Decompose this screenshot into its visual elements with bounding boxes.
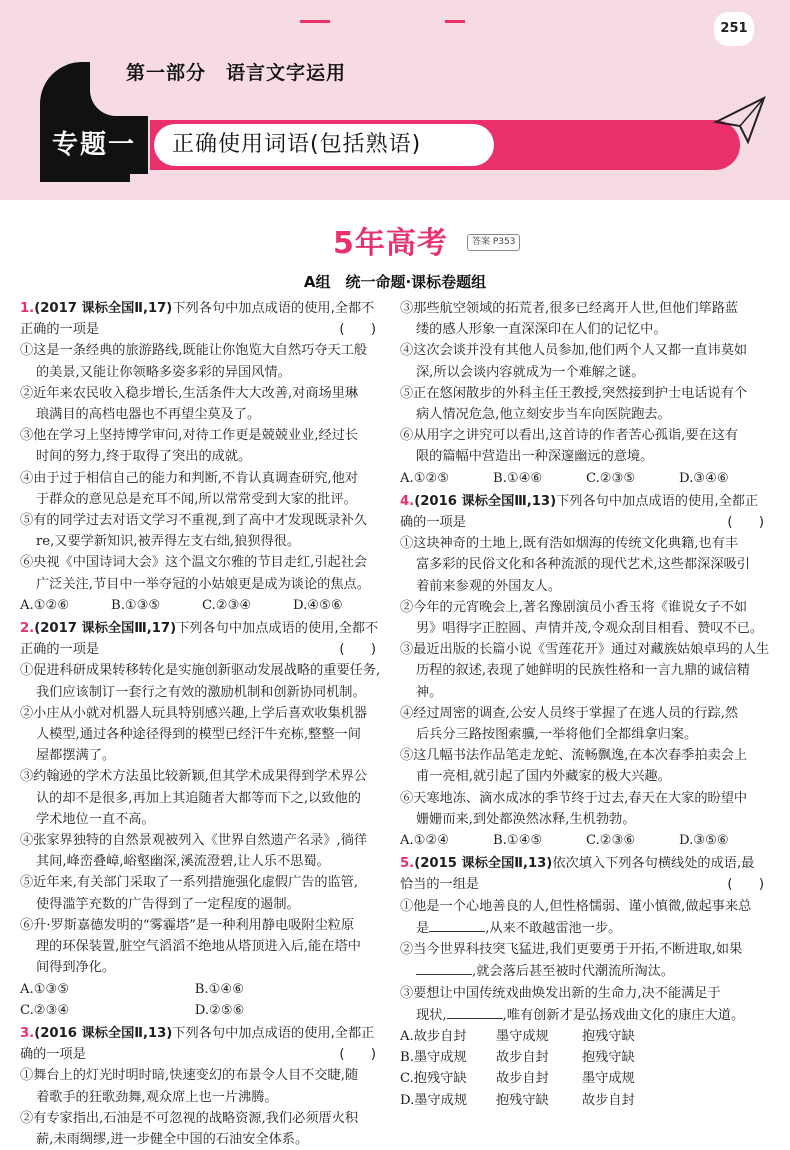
question-stem-line2 [400,874,772,895]
option-row [400,1090,772,1111]
answer-choice: D.④⑤⑥ [293,597,343,613]
option-line: ⑤有的同学过去对语文学习不重视,到了高中才发现既录补久 [20,513,368,529]
option-line: 我们应该制订一套行之有效的激励机制和创新协同机制。 [36,684,366,700]
answer-choice: A.①②④ [400,833,450,849]
option-line: ⑤近年来,有关部门采取了一系列措施强化虚假广告的监管, [20,875,359,891]
fill-blank [447,1004,503,1019]
option-cell: C.抱残守缺 [400,1071,467,1087]
option-line: ④经过周密的调查,公安人员终于掌握了在逃人员的行踪,然 [400,705,739,721]
page-number: 251 [714,12,754,46]
blank-item-line: ①他是一个心地善良的人,但性格懦弱、谨小慎微,做起事来总 [400,898,752,914]
question-number: 3. [20,1025,35,1041]
answer-choice: B.①④⑥ [493,470,543,486]
option-line: ⑥从用字之讲究可以看出,这首诗的作者苦心孤诣,要在这有 [400,428,739,444]
option-line: ②有专家指出,石油是不可忽视的战略资源,我们必须厝火积 [20,1110,359,1126]
option-line: 甫一亮相,就引起了国内外藏家的极大兴趣。 [416,769,671,785]
question-source: (2016 课标全国Ⅱ,13) [34,1025,173,1041]
topic-title: 正确使用词语(包括熟语) [154,124,494,166]
option-cell: 故步自封 [496,1050,549,1066]
question-stem-line2 [20,639,384,660]
option-line: ④张家界独特的自然景观被列入《世界自然遗产名录》,徜徉 [20,833,368,849]
answer-paren: ( ) [339,642,376,658]
option-line: 琅满目的高档电器也不再望尘莫及了。 [36,407,261,423]
option-line: 富多彩的民俗文化和各种流派的现代艺术,这些都深深吸引 [416,557,750,573]
option-line: 间得到净化。 [36,960,116,976]
question-stem-text-2: 恰当的一组是 [400,877,480,893]
question-stem-text: 下列各句中加点成语的使用,全都正 [172,1025,375,1041]
banner-line-right [445,20,465,23]
option-line: ④这次会谈并没有其他人员参加,他们两个人又都一直讳莫如 [400,343,748,359]
option-line: 使得滥竽充数的广告得到了一定程度的遏制。 [36,896,300,912]
answer-paren: ( ) [727,877,764,893]
option-line: 姗姗而来,到处都涣然冰释,生机勃勃。 [416,811,636,827]
option-line: 着前来参观的外国友人。 [416,578,562,594]
option-line: ④由于过于相信自己的能力和判断,不肯认真调查研究,他对 [20,470,359,486]
option-cell: 抱残守缺 [496,1092,549,1108]
question-stem-line2 [20,1044,384,1065]
part-title: 第一部分 语言文字运用 [126,62,347,84]
question-stem-text: 下列各句中加点成语的使用,全都正 [556,493,759,509]
option-line: 时间的努力,终于取得了突出的成就。 [36,449,252,465]
answer-choice: C.②③④ [20,1002,70,1018]
fill-blank [416,960,472,975]
question-source: (2017 课标全国Ⅱ,17) [34,301,173,316]
question-source: (2017 课标全国Ⅲ,17) [34,621,177,637]
option-line: re,又要学新知识,被弄得左支右绌,狼狈得很。 [36,534,301,550]
option-line: 薪,未雨绸缪,进一步健全中国的石油安全体系。 [36,1131,309,1147]
answer-choice: D.③④⑥ [679,470,729,486]
option-line: ②今年的元宵晚会上,著名豫剧演员小香玉将《谁说女子不如 [400,599,748,615]
question-source: (2015 课标全国Ⅱ,13) [414,856,553,872]
fill-blank [429,917,485,932]
question-stem [400,853,772,874]
question-number: 4. [400,493,415,509]
option-cell: 故步自封 [582,1092,635,1108]
blank-item-line: ②当今世界科技突飞猛进,我们更要勇于开拓,不断进取,如果 [400,942,743,958]
blank-suffix: ,从来不敢越雷池一步。 [485,920,622,936]
option-line: 认的却不是很多,再加上其追随者大都等而下之,以致他的 [36,790,361,806]
question-stem-line2 [400,512,772,533]
answer-choice: A.①③⑤ [20,981,70,997]
answer-choice: B.①③⑤ [111,597,161,613]
option-line: ⑥升·罗斯嘉德发明的“雾霾塔”是一种利用静电吸附尘粒原 [20,917,355,933]
option-row [400,1026,772,1047]
question-number: 5. [400,856,415,872]
answer-choice: B.①④⑥ [194,981,245,997]
answer-choice: B.①④⑤ [493,833,543,849]
answer-choice: C.②③⑥ [586,833,636,849]
blank-suffix: ,就会落后甚至被时代潮流所淘汰。 [472,964,675,980]
option-line: ②近年来农民收入稳步增长,生活条件大大改善,对商场里琳 [20,385,359,401]
banner-line-left [300,20,330,23]
option-cell: 抱残守缺 [582,1028,635,1044]
option-line: 其间,峰峦叠嶂,峪壑幽深,溪流澄碧,让人乐不思蜀。 [36,854,330,870]
question-source: (2016 课标全国Ⅲ,13) [414,493,557,509]
option-line: ⑤这几幅书法作品笔走龙蛇、流畅飘逸,在本次春季拍卖会上 [400,748,748,764]
option-line: ①舞台上的灯光时明时暗,快速变幻的布景令人目不交睫,随 [20,1068,359,1084]
question-stem [20,618,384,639]
blank-prefix: 现状, [416,1007,447,1023]
question-stem-text-2: 正确的一项是 [20,642,100,658]
option-line: 后兵分三路按图索骥,一举将他们全都缉拿归案。 [416,727,698,743]
option-line: ②小庄从小就对机器人玩具特别感兴趣,上学后喜欢收集机器 [20,705,368,721]
blank-item-line [400,1004,772,1026]
answer-choice: C.②③④ [202,597,252,613]
option-line: ③最近出版的长篇小说《雪莲花开》通过对藏族姑娘卓玛的人生 [400,642,770,658]
answer-choices [400,830,772,851]
option-cell: 墨守成规 [582,1071,635,1087]
answer-choice: C.②③⑤ [586,470,636,486]
answer-choices [400,468,772,489]
option-line: 人模型,通过各种途径得到的模型已经汗牛充栋,整整一间 [36,727,361,743]
answer-paren: ( ) [727,515,764,531]
option-cell: 故步自封 [496,1071,549,1087]
option-line: ③约翰逊的学术方法虽比较新颖,但其学术成果得到学术界公 [20,769,368,785]
answer-paren: ( ) [339,1047,376,1063]
answer-choice: A.①②⑤ [400,470,450,486]
blank-item-line [400,917,772,939]
paper-plane-icon [712,92,768,148]
option-cell: D.墨守成规 [400,1092,468,1108]
option-line: 病人情况危急,他立刻安步当车向医院跑去。 [416,407,671,423]
option-cell: A.故步自封 [400,1028,467,1044]
option-line: 深,所以会谈内容就成为一个难解之谜。 [416,364,645,380]
question-stem-text-2: 确的一项是 [20,1047,86,1063]
blank-suffix: ,唯有创新才是弘扬戏曲文化的康庄大道。 [502,1007,745,1023]
answer-choices [20,979,384,1021]
question-stem-text: 下列各句中加点成语的使用,全都不 [176,621,379,637]
option-line: ⑥央视《中国诗词大会》这个温文尔雅的节目走红,引起社会 [20,555,368,571]
answer-paren: ( ) [339,322,376,338]
option-cell: 墨守成规 [496,1028,549,1044]
blank-item-line [400,960,772,982]
option-line: ③那些航空领域的拓荒者,很多已经离开人世,但他们筚路蓝 [400,301,739,316]
question-stem-text: 依次填入下列各句横线处的成语,最 [552,856,755,872]
question-stem [20,1023,384,1044]
option-line: 着歌手的狂歌劲舞,观众席上也一片沸腾。 [36,1089,278,1105]
answer-choice: D.③⑤⑥ [679,833,729,849]
option-line: ⑥天寒地冻、滴水成冰的季节终于过去,春天在大家的盼望中 [400,790,748,806]
option-line: ⑤正在悠闲散步的外科主任王教授,突然接到护士电话说有个 [400,385,748,401]
banner-title: 5年高考 [333,226,448,261]
question-stem-text-2: 正确的一项是 [20,322,100,338]
blank-prefix: 是 [416,920,430,936]
option-cell: 抱残守缺 [582,1050,635,1066]
answer-reference: 答案 P353 [467,234,520,251]
topic-label: 专题一 [40,116,148,174]
option-row [400,1047,772,1068]
option-line: ①这块神奇的土地上,既有浩如烟海的传统文化典籍,也有丰 [400,536,739,552]
question-stem-line2 [20,319,384,340]
answer-choice: A.①②⑥ [20,597,70,613]
question-number: 2. [20,621,35,637]
question-stem [20,298,384,319]
option-line: ③他在学习上坚持博学审问,对待工作更是兢兢业业,经过长 [20,428,359,444]
left-column [20,298,384,1150]
option-line: 限的篇幅中营造出一种深邃幽远的意境。 [416,449,654,465]
option-line: 男》唱得字正腔圆、声情并茂,令观众刮目相看、赞叹不已。 [416,621,764,637]
option-line: 的美景,又能让你领略多姿多彩的异国风情。 [36,364,291,380]
option-line: 于群众的意见总是充耳不闻,所以常常受到大家的批评。 [36,491,357,507]
option-line: 学术地位一直不高。 [36,811,155,827]
option-line: ①这是一条经典的旅游路线,既能让你饱览大自然巧夺天工般 [20,343,368,359]
option-line: 缕的感人形象一直深深印在人们的记忆中。 [416,322,667,338]
blank-item-line: ③要想让中国传统戏曲焕发出新的生命力,决不能满足于 [400,985,721,1001]
question-number: 1. [20,301,35,316]
option-line: 理的环保装置,脏空气滔滔不绝地从塔顶进入后,能在塔中 [36,939,361,955]
question-stem-text-2: 确的一项是 [400,515,466,531]
option-line: ①促进科研成果转移转化是实施创新驱动发展战略的重要任务, [20,663,381,679]
option-line: 屋都摆满了。 [36,748,116,764]
option-row [400,1068,772,1089]
option-line: 历程的叙述,表现了她鲜明的民族性格和一言九鼎的诚信精神。 [416,663,750,700]
question-stem [400,491,772,512]
group-title: A组 统一命题·课标卷题组 [303,273,487,291]
answer-choice: D.②⑤⑥ [194,1002,245,1018]
question-stem-text: 下列各句中加点成语的使用,全都不 [172,301,375,316]
option-cell: B.墨守成规 [400,1050,467,1066]
right-column [400,298,772,1111]
answer-choices [20,595,384,616]
option-line: 广泛关注,节目中一举夺冠的小姑娘更是成为谈论的焦点。 [36,576,370,592]
